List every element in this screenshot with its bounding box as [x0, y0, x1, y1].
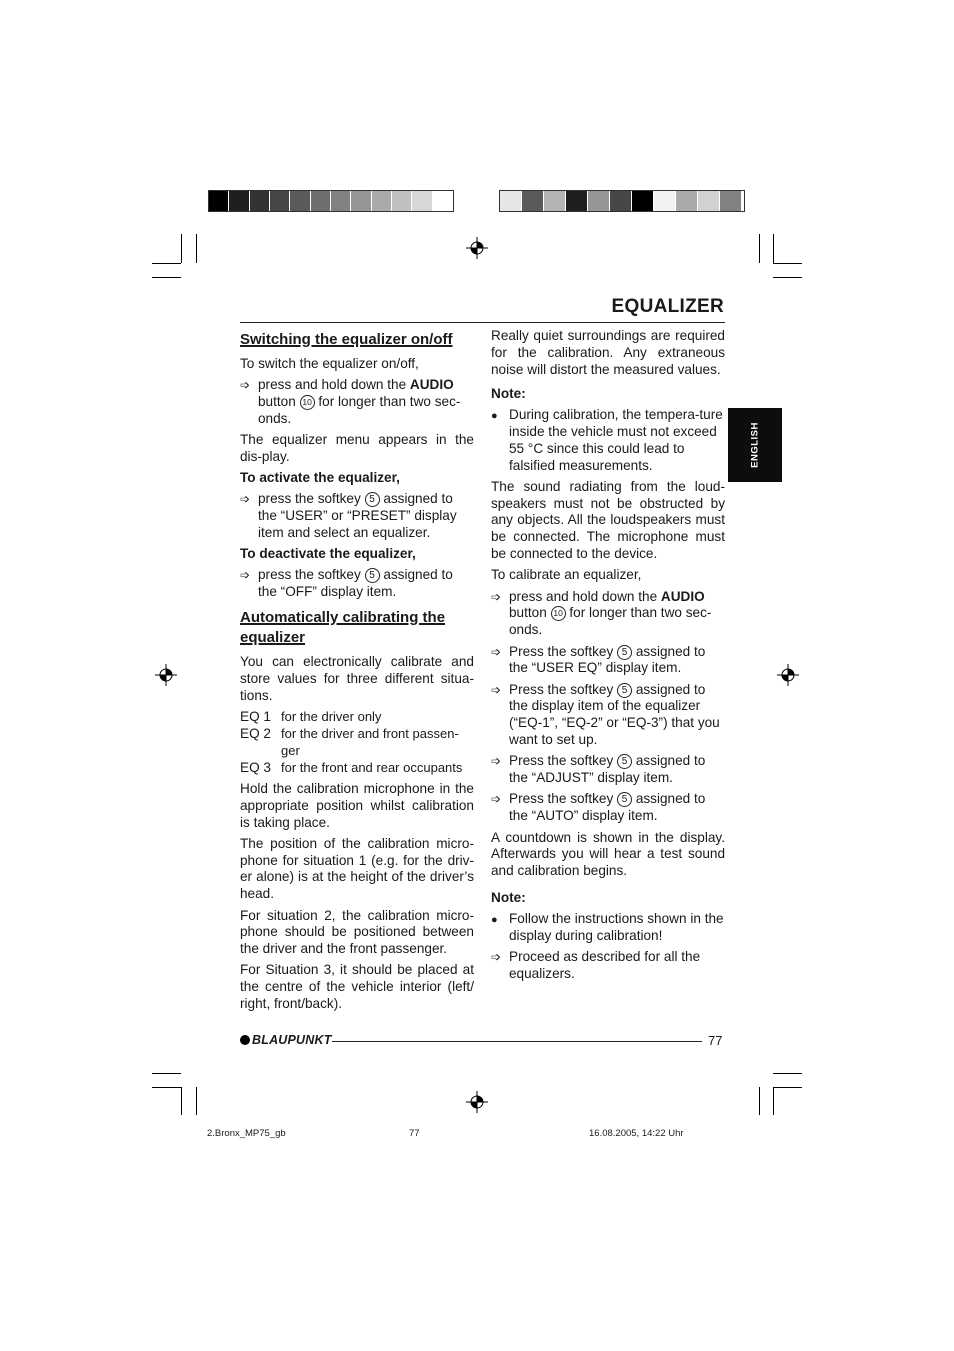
- paragraph: Hold the calibration microphone in the appropriate position whilst calibration is taking place.: [240, 780, 474, 830]
- crop-mark: [773, 263, 802, 264]
- instruction-item: [491, 589, 725, 639]
- text: assigned to the “AUTO” display item.: [509, 791, 706, 824]
- paragraph: The position of the calibration micro-phone for situation 1 (e.g. for the driv-er alone) is at the height of the driver’s head.: [240, 835, 474, 902]
- title-rule: [240, 322, 725, 323]
- text: press the softkey: [258, 491, 365, 507]
- text: press and hold down the: [509, 588, 661, 604]
- button-number-badge: 10: [300, 395, 315, 410]
- color-swatch: [250, 191, 270, 211]
- crop-mark: [759, 234, 760, 263]
- crop-mark: [773, 1087, 774, 1115]
- paragraph: To switch the equalizer on/off,: [240, 356, 419, 371]
- text: press and hold down the: [258, 377, 410, 393]
- color-swatch: [331, 191, 351, 211]
- color-swatch: [698, 191, 720, 211]
- note-item: [491, 911, 725, 945]
- instruction-item: [491, 791, 725, 825]
- color-swatch: [311, 191, 331, 211]
- arrow-icon: ➩: [491, 949, 502, 964]
- eq-description: for the driver and front passen-ger: [281, 726, 459, 758]
- eq-list: [240, 709, 474, 776]
- bold-text: AUDIO: [409, 377, 454, 393]
- instruction-item: [491, 682, 725, 749]
- color-swatch: [290, 191, 310, 211]
- section-heading: Automatically calibrating the equalizer: [240, 609, 446, 647]
- color-swatch: [610, 191, 632, 211]
- color-swatch: [566, 191, 588, 211]
- print-page-number: 77: [409, 1128, 420, 1139]
- instruction-item: [240, 567, 474, 601]
- registration-mark-icon: [155, 664, 177, 686]
- bullet-icon: ●: [491, 410, 498, 423]
- paragraph: Really quiet surroundings are required for the calibration. Any extraneous noise will distort the measured values.: [491, 328, 725, 377]
- bold-text: AUDIO: [660, 588, 705, 604]
- crop-mark: [773, 277, 802, 278]
- eq-description: for the driver only: [281, 709, 382, 725]
- text: button: [509, 605, 551, 621]
- crop-mark: [773, 1073, 802, 1074]
- crop-mark: [152, 277, 181, 278]
- button-number-badge: 5: [617, 645, 632, 660]
- right-column: [491, 328, 725, 987]
- crop-mark: [773, 1087, 802, 1088]
- eq-list-item: [240, 760, 474, 777]
- button-number-badge: 10: [551, 606, 566, 621]
- arrow-icon: ➩: [240, 567, 251, 582]
- button-number-badge: 5: [617, 792, 632, 807]
- brand-name: BLAUPUNKT: [252, 1033, 332, 1047]
- subheading: To deactivate the equalizer,: [240, 545, 416, 561]
- paragraph: A countdown is shown in the display. Afterwards you will hear a test sound and calibration begins.: [491, 829, 725, 879]
- text: Press the softkey: [509, 753, 618, 769]
- text: for longer than two sec-onds.: [509, 605, 712, 638]
- brand-logo: [240, 1033, 332, 1047]
- note-item: [491, 407, 725, 474]
- color-swatch: [500, 191, 522, 211]
- text: assigned to the “OFF” display item.: [258, 566, 453, 599]
- arrow-icon: ➩: [491, 644, 502, 659]
- page-number: 77: [708, 1033, 723, 1048]
- color-calibration-bar-left: [208, 190, 454, 212]
- crop-mark: [196, 234, 197, 263]
- text: Follow the instructions shown in the display during calibration!: [509, 910, 724, 943]
- text: Press the softkey: [509, 791, 618, 807]
- button-number-badge: 5: [617, 683, 632, 698]
- color-swatch: [372, 191, 392, 211]
- brand-dot-icon: [240, 1035, 250, 1045]
- arrow-icon: ➩: [240, 378, 251, 393]
- registration-mark-icon: [466, 1091, 488, 1113]
- page-title: EQUALIZER: [611, 296, 724, 317]
- registration-mark-icon: [466, 237, 488, 259]
- eq-description: for the front and rear occupants: [281, 759, 463, 775]
- paragraph: For situation 2, the calibration micro-phone should be positioned between the driver and the front passenger.: [240, 907, 474, 957]
- subheading: To activate the equalizer,: [240, 470, 400, 486]
- print-filename: 2.Bronx_MP75_gb: [207, 1128, 286, 1139]
- eq-label: EQ 2: [240, 726, 271, 742]
- text: assigned to the “ADJUST” display item.: [509, 753, 706, 786]
- color-swatch: [412, 191, 432, 211]
- color-swatch: [229, 191, 249, 211]
- arrow-icon: ➩: [240, 492, 251, 507]
- color-swatch: [270, 191, 290, 211]
- paragraph: The equalizer menu appears in the dis-play.: [240, 432, 474, 464]
- crop-mark: [181, 1087, 182, 1115]
- text: assigned to the “USER” or “PRESET” display item and select an equalizer.: [258, 491, 457, 540]
- button-number-badge: 5: [365, 492, 380, 507]
- registration-mark-icon: [777, 664, 799, 686]
- paragraph: For Situation 3, it should be placed at the centre of the vehicle interior (left/ right, front/back).: [240, 962, 474, 1011]
- arrow-icon: ➩: [491, 682, 502, 697]
- instruction-item: [240, 377, 474, 427]
- color-swatch: [632, 191, 654, 211]
- color-swatch: [392, 191, 412, 211]
- color-swatch: [209, 191, 229, 211]
- crop-mark: [152, 1087, 181, 1088]
- eq-label: EQ 3: [240, 759, 271, 775]
- crop-mark: [773, 234, 774, 263]
- text: Press the softkey: [509, 643, 618, 659]
- footer-rule: [332, 1041, 702, 1042]
- language-tab-label: ENGLISH: [749, 422, 761, 468]
- eq-label: EQ 1: [240, 709, 271, 725]
- color-swatch: [654, 191, 676, 211]
- color-swatch: [588, 191, 610, 211]
- color-swatch: [522, 191, 544, 211]
- text: assigned to the “USER EQ” display item.: [509, 643, 706, 676]
- button-number-badge: 5: [617, 754, 632, 769]
- instruction-item: [491, 753, 725, 787]
- eq-list-item: [240, 726, 474, 760]
- arrow-icon: ➩: [491, 792, 502, 807]
- text: Press the softkey: [509, 681, 618, 697]
- crop-mark: [152, 263, 181, 264]
- text: assigned to the display item of the equalizer (“EQ-1”, “EQ-2” or “EQ-3”) that you want to set up.: [509, 681, 720, 748]
- instruction-item: [240, 491, 474, 541]
- paragraph: The sound radiating from the loud-speakers must not be obstructed by any objects. All the loudspeakers must be connected. The microphone must be connected to the device.: [491, 478, 725, 562]
- note-heading: Note:: [491, 386, 526, 402]
- crop-mark: [152, 1073, 181, 1074]
- color-calibration-bar-right: [499, 190, 745, 212]
- instruction-item: [491, 644, 725, 678]
- color-swatch: [433, 191, 453, 211]
- text: press the softkey: [258, 566, 365, 582]
- button-number-badge: 5: [365, 568, 380, 583]
- language-tab: [728, 408, 782, 482]
- text: Proceed as described for all the equalizers.: [509, 948, 701, 981]
- note-heading: Note:: [491, 889, 526, 905]
- text: During calibration, the tempera-ture inside the vehicle must not exceed 55 °C since this could lead to falsified measurements.: [509, 407, 723, 473]
- left-column: [240, 328, 474, 1017]
- instruction-item: [491, 949, 725, 983]
- print-timestamp: 16.08.2005, 14:22 Uhr: [589, 1128, 684, 1139]
- bullet-icon: ●: [491, 913, 498, 926]
- eq-list-item: [240, 709, 474, 726]
- text: button: [258, 394, 300, 410]
- color-swatch: [351, 191, 371, 211]
- arrow-icon: ➩: [491, 754, 502, 769]
- color-swatch: [720, 191, 742, 211]
- crop-mark: [181, 234, 182, 263]
- section-heading: Switching the equalizer on/off: [240, 331, 453, 348]
- color-swatch: [544, 191, 566, 211]
- paragraph: You can electronically calibrate and store values for three different situa-tions.: [240, 654, 474, 703]
- crop-mark: [759, 1087, 760, 1115]
- paragraph: To calibrate an equalizer,: [491, 567, 642, 583]
- color-swatch: [676, 191, 698, 211]
- arrow-icon: ➩: [491, 589, 502, 604]
- text: for longer than two sec-onds.: [258, 394, 461, 426]
- crop-mark: [196, 1087, 197, 1115]
